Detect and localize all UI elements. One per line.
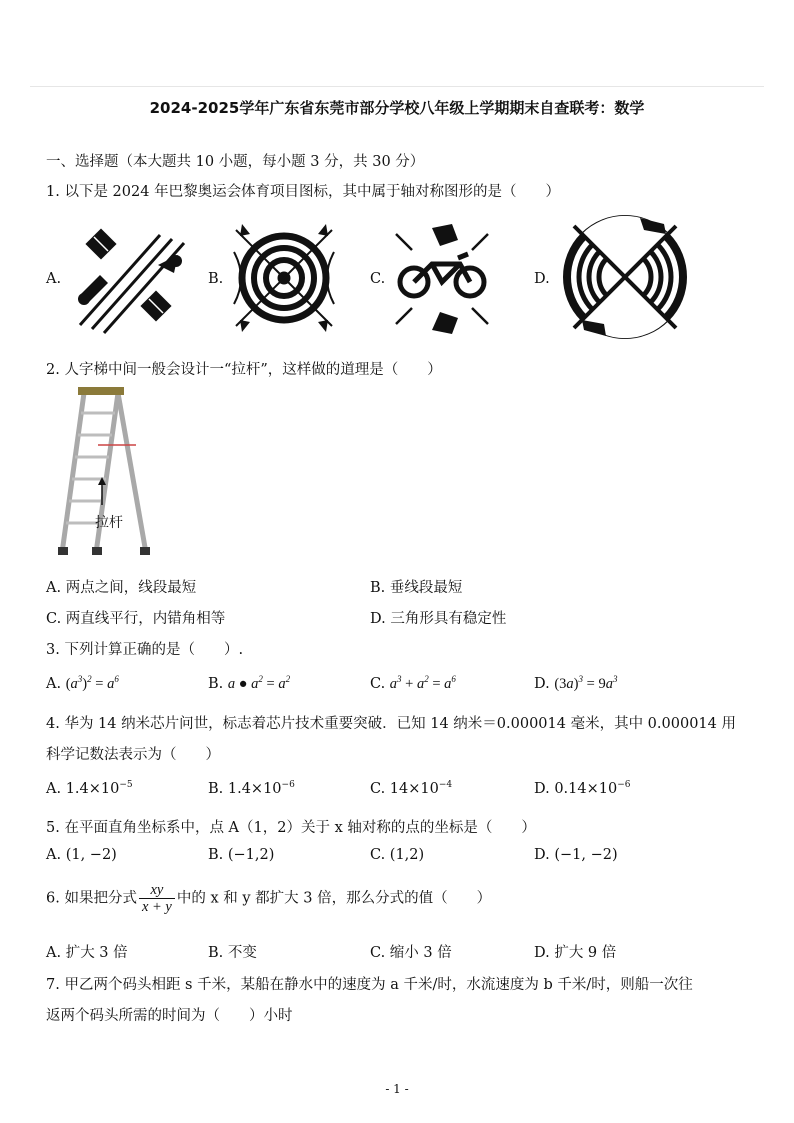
q6-fraction-numerator: xy: [139, 882, 175, 899]
ladder-brace-label: 拉杆: [95, 515, 123, 531]
q6-prefix: 6. 如果把分式: [46, 890, 137, 907]
q1-option-b-label: B.: [208, 271, 224, 287]
q4-option-a: [46, 781, 133, 797]
q6-fraction-denominator: x + y: [141, 899, 172, 915]
q5-option-d-value: (−1, −2): [554, 847, 618, 863]
q6-option-b: B. 不变: [208, 945, 257, 961]
q4-option-b-value: 1.4×10: [227, 781, 282, 797]
q3-option-c: [370, 676, 456, 693]
q4-option-c-value: 14×10: [389, 781, 439, 797]
q2-option-b: B. 垂线段最短: [370, 580, 463, 596]
q4-option-b: [208, 781, 295, 797]
q5-option-c: [370, 847, 424, 863]
question-7-line1: 7. 甲乙两个码头相距 s 千米，某船在静水中的速度为 a 千米/时，水流速度为 b 千米/时，则船一次往: [46, 977, 693, 993]
q5-option-b-value: (−1,2): [227, 847, 275, 863]
q3-option-c-formula: $a^3 + a^2 = a^6$: [389, 674, 456, 692]
section-heading: 一、选择题（本大题共 10 小题，每小题 3 分，共 30 分）: [46, 154, 425, 170]
q6-option-d: D. 扩大 9 倍: [534, 945, 617, 961]
q4-option-a-label: A.: [46, 781, 62, 797]
q4-option-b-label: B.: [208, 781, 224, 797]
q4-option-c-label: C.: [370, 781, 386, 797]
skateboarding-ring-icon: [560, 212, 690, 342]
q4-option-a-exponent: −5: [119, 780, 133, 790]
q5-option-a-label: A.: [46, 847, 62, 863]
q5-option-a-value: (1, −2): [65, 847, 117, 863]
badminton-icon: [70, 225, 190, 335]
question-3-stem: 3. 下列计算正确的是（ ）.: [46, 642, 244, 658]
question-7-line2: 返两个码头所需的时间为（ ）小时: [46, 1008, 293, 1024]
q6-option-c: C. 缩小 3 倍: [370, 945, 452, 961]
question-6-stem: [46, 882, 491, 915]
q4-option-c-exponent: −4: [438, 780, 453, 790]
archery-target-icon: [228, 222, 340, 334]
q5-option-d-label: D.: [534, 847, 550, 863]
q3-option-b-label: B.: [208, 676, 224, 692]
q4-option-a-value: 1.4×10: [65, 781, 120, 797]
q5-option-b-label: B.: [208, 847, 224, 863]
q3-option-c-label: C.: [370, 676, 386, 692]
q2-option-a: A. 两点之间，线段最短: [46, 580, 197, 596]
q3-option-b-formula: a ● $a^2 = a^2$: [227, 674, 291, 692]
q4-option-b-exponent: −6: [281, 780, 295, 790]
q5-option-a: [46, 847, 117, 863]
question-1-stem: 1. 以下是 2024 年巴黎奥运会体育项目图标，其中属于轴对称图形的是（ ）: [46, 184, 561, 200]
q4-option-d-value: 0.14×10: [554, 781, 618, 797]
q2-option-c: C. 两直线平行，内错角相等: [46, 611, 226, 627]
question-4-line1: 4. 华为 14 纳米芯片问世，标志着芯片技术重要突破．已知 14 纳米＝0.000014 毫米，其中 0.000014 用: [46, 716, 736, 732]
q3-option-d: [534, 676, 617, 693]
stepladder-image: [54, 385, 154, 560]
q6-suffix: 中的 x 和 y 都扩大 3 倍，那么分式的值（ ）: [176, 890, 492, 907]
header-rule: [30, 86, 764, 87]
q3-option-d-label: D.: [534, 676, 550, 692]
cycling-bmx-icon: [392, 224, 492, 334]
q5-option-b: [208, 847, 274, 863]
q5-option-c-value: (1,2): [389, 847, 425, 863]
q3-option-a-label: A.: [46, 676, 62, 692]
q6-option-a: A. 扩大 3 倍: [46, 945, 128, 961]
q4-option-d: [534, 781, 631, 797]
q4-option-c: [370, 781, 452, 797]
q5-option-c-label: C.: [370, 847, 386, 863]
question-4-line2: 科学记数法表示为（ ）: [46, 747, 220, 763]
question-5-stem: 5. 在平面直角坐标系中，点 A（1，2）关于 x 轴对称的点的坐标是（ ）: [46, 820, 536, 836]
q3-option-d-formula: $(3a)^3 = 9a^3$: [554, 674, 618, 692]
q6-fraction: [139, 882, 175, 915]
q1-option-c-label: C.: [370, 271, 386, 287]
q3-option-b: [208, 676, 290, 693]
q4-option-d-exponent: −6: [617, 780, 631, 790]
q3-option-a: [46, 676, 119, 693]
q1-option-d-label: D.: [534, 271, 550, 287]
question-2-stem: 2. 人字梯中间一般会设计一“拉杆”，这样做的道理是（ ）: [46, 362, 442, 378]
q2-option-d: D. 三角形具有稳定性: [370, 611, 507, 627]
q3-option-a-formula: $(a^3)^2 = a^6$: [65, 674, 119, 692]
page-title: 2024-2025学年广东省东莞市部分学校八年级上学期期末自查联考：数学: [149, 99, 645, 117]
page-number: - 1 -: [385, 1082, 409, 1096]
q5-option-d: [534, 847, 618, 863]
q4-option-d-label: D.: [534, 781, 550, 797]
q1-option-a-label: A.: [46, 271, 62, 287]
